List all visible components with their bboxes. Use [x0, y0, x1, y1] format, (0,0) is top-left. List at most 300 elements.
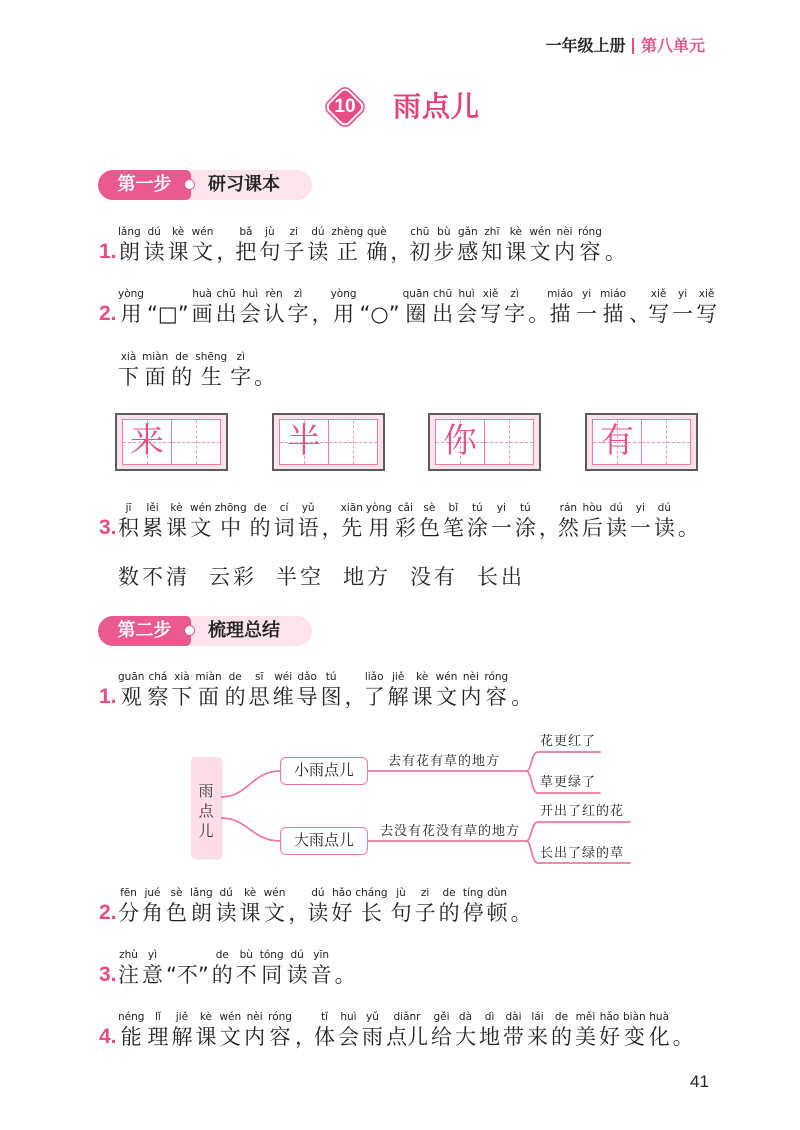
- pinyin: lǐ: [155, 1011, 161, 1023]
- ruby-token: [244, 1010, 265, 1050]
- hanzi: 课: [166, 516, 187, 540]
- hanzi: 停: [462, 901, 484, 925]
- mindmap-center-label: 雨点儿: [198, 782, 214, 840]
- pinyin: biàn: [622, 1011, 646, 1023]
- hanzi: 写: [648, 302, 670, 326]
- hanzi: 音: [310, 963, 332, 987]
- pinyin: hǎo: [332, 887, 352, 899]
- pinyin: zi: [289, 226, 299, 238]
- pinyin: diǎnr: [393, 1011, 421, 1023]
- hanzi: 先: [341, 516, 363, 540]
- hanzi: 把: [235, 240, 257, 264]
- hanzi: 后: [581, 516, 603, 540]
- hanzi: 大: [454, 1025, 476, 1049]
- pinyin: dì: [484, 1011, 495, 1023]
- item-text: [118, 1010, 692, 1050]
- hanzi: 观: [120, 685, 142, 709]
- hanzi: 中: [220, 516, 242, 540]
- pinyin: de: [253, 502, 267, 514]
- pinyin: gěi: [433, 1011, 450, 1023]
- hanzi: 读: [653, 516, 675, 540]
- hanzi: 下: [118, 365, 139, 389]
- hanzi: 。: [334, 963, 356, 987]
- ruby-token: [487, 886, 508, 926]
- hanzi: 课: [239, 901, 261, 925]
- mindmap-branch-small: 小雨点儿: [280, 757, 368, 785]
- ruby-token: [212, 948, 233, 988]
- ruby-token: [307, 886, 328, 926]
- pinyin: lǎng: [190, 887, 213, 899]
- grid-character: 半: [287, 421, 321, 461]
- hanzi: 地: [478, 1025, 500, 1049]
- hanzi: 一: [490, 516, 512, 540]
- pinyin: dùn: [487, 887, 508, 899]
- pinyin: guān: [118, 671, 145, 683]
- hanzi: 思: [248, 685, 270, 709]
- pinyin: wén: [263, 887, 286, 899]
- grid-character: 有: [600, 421, 634, 461]
- hanzi: 朗: [118, 240, 140, 264]
- hanzi: 。: [511, 685, 533, 709]
- hanzi: 会: [337, 1025, 359, 1049]
- item-number: 2.: [99, 302, 117, 325]
- pinyin: cǎi: [397, 502, 413, 514]
- grade-label: 一年级上册: [545, 36, 626, 55]
- hanzi: 化: [648, 1025, 670, 1049]
- hanzi: 维: [272, 685, 294, 709]
- hanzi: 然: [557, 516, 579, 540]
- hanzi: “不”: [166, 963, 209, 987]
- hanzi: 句: [259, 240, 281, 264]
- pinyin: lěi: [146, 502, 159, 514]
- hanzi: 。: [604, 240, 626, 264]
- grid-cell: [593, 420, 641, 464]
- pinyin: chū: [410, 226, 430, 238]
- hanzi: 能: [120, 1025, 142, 1049]
- hanzi: 出: [432, 302, 454, 326]
- item-number: 1.: [99, 240, 117, 263]
- hanzi: ，: [344, 685, 366, 709]
- pinyin: hǎo: [599, 1011, 620, 1023]
- ruby-token: [314, 1010, 335, 1050]
- pinyin: yòng: [330, 288, 357, 300]
- pinyin: nèi: [462, 671, 479, 683]
- hanzi: 出: [215, 302, 237, 326]
- hanzi: 了: [363, 685, 385, 709]
- pinyin: xiān: [340, 502, 363, 514]
- ruby-token: [391, 886, 412, 926]
- pinyin: dú: [609, 502, 623, 514]
- pinyin: bǎ: [239, 226, 253, 238]
- hanzi: 内: [554, 240, 576, 264]
- item-number: 4.: [99, 1025, 117, 1048]
- pinyin: dú: [290, 949, 304, 961]
- hanzi: 课: [167, 240, 189, 264]
- hanzi: 感: [457, 240, 479, 264]
- pinyin: sè: [423, 502, 436, 514]
- pinyin: hòu: [582, 502, 603, 514]
- pinyin: jiě: [392, 671, 405, 683]
- hanzi: ，: [321, 516, 343, 540]
- vocab-word: 没有: [410, 565, 458, 589]
- item-number: 3.: [99, 963, 117, 986]
- ruby-token: [195, 1010, 216, 1050]
- ruby-token: [439, 886, 460, 926]
- pinyin: yǔ: [301, 502, 315, 514]
- ruby-token: [147, 1010, 168, 1050]
- mindmap-result: 开出了红的花: [540, 804, 625, 819]
- hanzi: 容: [485, 685, 507, 709]
- pinyin: jù: [265, 226, 275, 238]
- hanzi: 积: [118, 516, 139, 540]
- pinyin: dú: [219, 887, 233, 899]
- ruby-token: [431, 1010, 452, 1050]
- hanzi: 一: [576, 302, 598, 326]
- hanzi: 文: [190, 516, 212, 540]
- pinyin: xiě: [650, 288, 667, 300]
- ruby-token: [118, 886, 139, 926]
- hanzi: 课: [505, 240, 527, 264]
- hanzi: 写: [480, 302, 502, 326]
- ruby-token: [672, 1010, 694, 1050]
- hanzi: 解: [171, 1025, 193, 1049]
- pinyin: cí: [279, 502, 289, 514]
- ruby-token: [331, 886, 352, 926]
- pinyin: dà: [458, 1011, 473, 1023]
- mindmap-branch-big: 大雨点儿: [280, 827, 368, 855]
- pinyin: quān: [402, 288, 430, 300]
- pinyin: miáo: [547, 288, 574, 300]
- ruby-token: [260, 948, 284, 988]
- pinyin: wéi: [274, 671, 293, 683]
- ruby-token: [142, 886, 163, 926]
- ruby-token: [142, 948, 163, 988]
- ruby-token: [166, 886, 187, 926]
- pinyin: yòng: [365, 502, 392, 514]
- section-step: 第一步: [98, 170, 191, 200]
- pinyin: miàn: [195, 671, 222, 683]
- hanzi: 的: [224, 685, 246, 709]
- hanzi: 的: [171, 365, 193, 389]
- pinyin: zì: [510, 288, 519, 300]
- pinyin: bù: [437, 226, 451, 238]
- hanzi: 课: [411, 685, 433, 709]
- s2-item-4: [99, 1010, 692, 1050]
- vocab-word: 半空: [276, 565, 324, 589]
- ruby-token: [287, 948, 308, 988]
- hanzi: 体: [313, 1025, 335, 1049]
- ruby-token: [623, 1010, 646, 1050]
- hanzi: 的: [550, 1025, 572, 1049]
- mindmap-action: 去有花有草的地方: [388, 754, 501, 769]
- hanzi: 用: [368, 516, 390, 540]
- ruby-token: [118, 1010, 144, 1050]
- hanzi: 理: [147, 1025, 169, 1049]
- hanzi: 读: [286, 963, 308, 987]
- pinyin: zì: [236, 351, 245, 363]
- pinyin: huì: [340, 1011, 357, 1023]
- pinyin: zhèng: [331, 226, 364, 238]
- ruby-token: [118, 948, 139, 988]
- ruby-token: [599, 1010, 620, 1050]
- hanzi: 读: [307, 901, 329, 925]
- vocab-word: 长出: [477, 565, 525, 589]
- ruby-token: [288, 886, 310, 926]
- hanzi: 描: [549, 302, 571, 326]
- mindmap-result: 长出了绿的草: [540, 846, 625, 861]
- hanzi: 读: [307, 240, 329, 264]
- pinyin: yì: [147, 949, 158, 961]
- hanzi: 色: [418, 516, 440, 540]
- hanzi: 。: [672, 1025, 694, 1049]
- hanzi: 的: [211, 963, 233, 987]
- s2-item-3: [99, 948, 354, 988]
- hanzi: 语: [297, 516, 319, 540]
- ruby-token: [355, 886, 387, 926]
- ruby-token: [219, 1010, 241, 1050]
- section-name: 研习课本: [208, 174, 280, 195]
- hanzi: 圈: [405, 302, 427, 326]
- hanzi: 步: [433, 240, 455, 264]
- pinyin: sè: [170, 887, 183, 899]
- pinyin: tú: [519, 502, 531, 514]
- ruby-token: [649, 1010, 670, 1050]
- hanzi: 注: [118, 963, 139, 987]
- item-number: 1.: [99, 685, 117, 708]
- pinyin: de: [175, 351, 189, 363]
- lesson-title: 雨点儿: [393, 90, 481, 123]
- item-text: [118, 948, 354, 988]
- hanzi: 察: [147, 685, 169, 709]
- hanzi: 、: [629, 302, 651, 326]
- pinyin: què: [366, 226, 387, 238]
- pinyin: xià: [120, 351, 137, 363]
- hanzi: 文: [436, 685, 458, 709]
- ruby-token: [264, 886, 286, 926]
- hanzi: 内: [244, 1025, 266, 1049]
- hanzi: 来: [526, 1025, 548, 1049]
- hanzi: 的: [438, 901, 460, 925]
- pinyin: bǐ: [448, 502, 459, 514]
- hanzi: ，: [538, 516, 560, 540]
- pinyin: jù: [396, 887, 406, 899]
- unit-label: 第八单元: [640, 36, 705, 55]
- mindmap-result: 草更绿了: [540, 775, 597, 790]
- hanzi: 角: [142, 901, 163, 925]
- ruby-token: [455, 1010, 476, 1050]
- hanzi: “○”: [359, 302, 400, 326]
- hanzi: 文: [264, 901, 286, 925]
- section-name: 梳理总结: [208, 620, 280, 641]
- hanzi: 色: [166, 901, 187, 925]
- pinyin: kè: [244, 887, 257, 899]
- vocab-word: 地方: [343, 565, 391, 589]
- pinyin: huì: [241, 288, 259, 300]
- grid-character: 你: [443, 421, 477, 461]
- hanzi: ，: [311, 302, 333, 326]
- pinyin: dǎo: [297, 671, 317, 683]
- hanzi: 容: [269, 1025, 291, 1049]
- pinyin: wén: [435, 671, 458, 683]
- pinyin: lǎng: [118, 226, 141, 238]
- item-text: [118, 886, 530, 926]
- hanzi: 意: [142, 963, 163, 987]
- s2-item-2: [99, 886, 530, 926]
- pinyin: yi: [678, 288, 688, 300]
- pinyin: kè: [199, 1011, 213, 1023]
- grid-cell: [123, 420, 171, 464]
- vocab-word: 数不清: [118, 565, 190, 589]
- ruby-token: [362, 1010, 383, 1050]
- hanzi: 读: [143, 240, 165, 264]
- pinyin: dú: [311, 226, 325, 238]
- pinyin: zi: [420, 887, 430, 899]
- grid-character: 来: [130, 421, 164, 461]
- hanzi: 用: [120, 302, 142, 326]
- item-number: 2.: [99, 901, 117, 924]
- hanzi: 用: [333, 302, 355, 326]
- pinyin: jī: [125, 502, 132, 514]
- hanzi: ，: [390, 240, 412, 264]
- hanzi: 生: [200, 365, 222, 389]
- hanzi: 子: [414, 901, 436, 925]
- pinyin: yi: [635, 502, 645, 514]
- hanzi: 好: [331, 901, 353, 925]
- hanzi: 认: [263, 302, 285, 326]
- pinyin: de: [554, 1011, 569, 1023]
- hanzi: ，: [294, 1025, 316, 1049]
- hanzi: 笔: [442, 516, 464, 540]
- ruby-token: [479, 1010, 500, 1050]
- pinyin: tóng: [259, 949, 284, 961]
- ruby-token: [190, 886, 213, 926]
- ruby-token: [240, 886, 261, 926]
- hanzi: 带: [502, 1025, 524, 1049]
- pinyin: de: [215, 949, 229, 961]
- pinyin: fēn: [120, 887, 137, 899]
- hanzi: 会: [239, 302, 261, 326]
- hanzi: 彩: [394, 516, 416, 540]
- pinyin: wén: [190, 502, 212, 514]
- hanzi: 的: [249, 516, 271, 540]
- ruby-token: [334, 948, 356, 988]
- pinyin: de: [228, 671, 242, 683]
- pinyin: zhōng: [214, 502, 247, 514]
- hanzi: 面: [198, 685, 220, 709]
- hanzi: 变: [623, 1025, 645, 1049]
- hanzi: 正: [336, 240, 358, 264]
- item-number: 3.: [99, 516, 117, 539]
- hanzi: 读: [605, 516, 627, 540]
- grid-cell: [436, 420, 484, 464]
- pinyin: xià: [174, 671, 190, 683]
- connector-line: [221, 771, 280, 797]
- pinyin: kè: [172, 226, 185, 238]
- hanzi: 写: [696, 302, 718, 326]
- mindmap-center: [191, 757, 221, 858]
- pinyin: jiě: [175, 1011, 189, 1023]
- pinyin: bù: [239, 949, 253, 961]
- hanzi: 一: [629, 516, 651, 540]
- pinyin: shēng: [195, 351, 228, 363]
- pinyin: zhī: [484, 226, 500, 238]
- connector-line: [221, 818, 280, 841]
- pinyin: xiě: [482, 288, 499, 300]
- vocab-word: 云彩: [209, 565, 257, 589]
- pinyin: róng: [578, 226, 602, 238]
- hanzi: 句: [390, 901, 412, 925]
- hanzi: 好: [598, 1025, 620, 1049]
- pinyin: liǎo: [364, 671, 384, 683]
- hanzi: 知: [481, 240, 503, 264]
- pinyin: dú: [657, 502, 671, 514]
- section-step: 第二步: [98, 616, 191, 646]
- pinyin: róng: [268, 1011, 292, 1023]
- mindmap-action: 去没有花没有草的地方: [380, 824, 521, 839]
- ruby-token: [510, 886, 532, 926]
- ruby-token: [268, 1010, 292, 1050]
- pinyin: de: [442, 887, 456, 899]
- pinyin: wén: [191, 226, 214, 238]
- hanzi: 字: [287, 302, 309, 326]
- pinyin: wén: [529, 226, 552, 238]
- hanzi: 雨: [361, 1025, 383, 1049]
- ruby-token: [236, 948, 257, 988]
- pinyin: dú: [147, 226, 161, 238]
- pinyin: néng: [118, 1011, 145, 1023]
- ruby-token: [386, 1010, 428, 1050]
- hanzi: 文: [219, 1025, 241, 1049]
- hanzi: 。: [510, 901, 532, 925]
- hanzi: ，: [288, 901, 310, 925]
- ruby-token: [311, 948, 332, 988]
- ruby-token: [294, 1010, 316, 1050]
- pinyin: yǔ: [366, 1011, 379, 1023]
- ruby-token: [503, 1010, 524, 1050]
- pinyin: chū: [433, 288, 453, 300]
- pinyin: chá: [148, 671, 168, 683]
- hanzi: 涂: [466, 516, 488, 540]
- pinyin: dú: [311, 887, 325, 899]
- hanzi: 累: [142, 516, 163, 540]
- hanzi: 描: [602, 302, 624, 326]
- ruby-token: [575, 1010, 596, 1050]
- ruby-token: [463, 886, 484, 926]
- lesson-number: 10: [334, 96, 356, 117]
- mindmap-result: 花更红了: [540, 734, 597, 749]
- pinyin: tǐ: [320, 1011, 328, 1023]
- page-number: 41: [690, 1072, 709, 1091]
- hanzi: 朗: [190, 901, 212, 925]
- hanzi: 给: [430, 1025, 452, 1049]
- hanzi: 导: [296, 685, 318, 709]
- pinyin: tú: [471, 502, 483, 514]
- hanzi: 课: [195, 1025, 217, 1049]
- pinyin: tíng: [462, 887, 484, 899]
- pinyin: kè: [509, 226, 522, 238]
- hanzi: 内: [460, 685, 482, 709]
- text-line: [118, 948, 354, 988]
- hanzi: 确: [366, 240, 388, 264]
- hanzi: 文: [529, 240, 551, 264]
- pinyin: lái: [531, 1011, 544, 1023]
- hanzi: 下: [171, 685, 193, 709]
- hanzi: 。: [528, 302, 550, 326]
- connector-line: [526, 822, 630, 841]
- hanzi: 子: [283, 240, 305, 264]
- pinyin: jué: [144, 887, 161, 899]
- pinyin: gǎn: [457, 226, 478, 238]
